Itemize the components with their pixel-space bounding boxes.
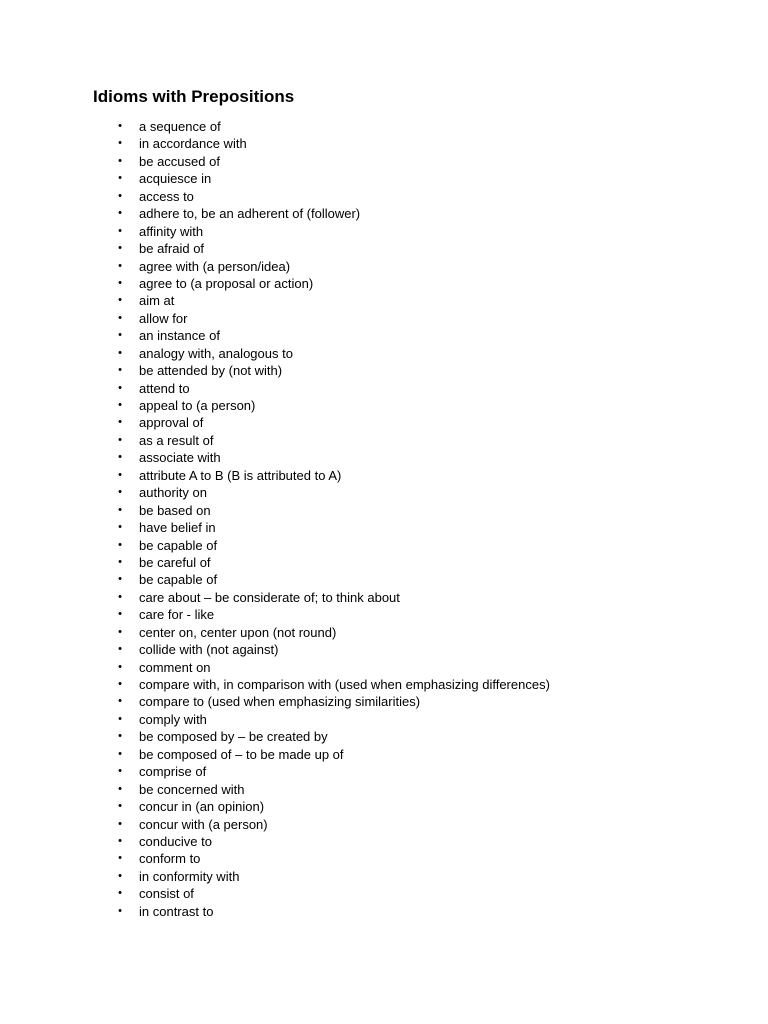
list-item [0, 537, 768, 554]
list-item-text: be afraid of [139, 241, 205, 257]
list-item [0, 624, 768, 641]
list-item [0, 484, 768, 501]
bullet-icon: • [118, 433, 122, 446]
bullet-icon: • [118, 364, 122, 377]
bullet-icon: • [118, 573, 122, 586]
list-item [0, 816, 768, 833]
list-item-text: concur in (an opinion) [139, 799, 265, 815]
list-item-text: in contrast to [139, 903, 214, 919]
bullet-icon: • [118, 765, 122, 778]
bullet-icon: • [118, 730, 122, 743]
bullet-icon: • [118, 346, 122, 359]
list-item [0, 170, 768, 187]
list-item-text: adhere to, be an adherent of (follower) [139, 206, 361, 222]
bullet-icon: • [118, 311, 122, 324]
list-item [0, 833, 768, 850]
bullet-icon: • [118, 834, 122, 847]
list-item-text: be capable of [139, 572, 218, 588]
list-item-text: attend to [139, 380, 190, 396]
list-item-text: access to [139, 188, 194, 204]
list-item [0, 240, 768, 257]
bullet-icon: • [118, 800, 122, 813]
list-item-text: comprise of [139, 764, 207, 780]
list-item [0, 903, 768, 920]
list-item [0, 502, 768, 519]
list-item [0, 414, 768, 431]
bullet-icon: • [118, 625, 122, 638]
list-item-text: acquiesce in [139, 171, 212, 187]
list-item-text: conducive to [139, 833, 212, 849]
list-item [0, 275, 768, 292]
list-item-text: be based on [139, 502, 211, 518]
bullet-icon: • [118, 747, 122, 760]
list-item [0, 711, 768, 728]
list-item [0, 693, 768, 710]
bullet-icon: • [118, 468, 122, 481]
page-title: Idioms with Prepositions [93, 87, 295, 106]
list-item-text: as a result of [139, 432, 214, 448]
bullet-icon: • [118, 137, 122, 150]
list-item [0, 362, 768, 379]
list-item [0, 135, 768, 152]
bullet-icon: • [118, 399, 122, 411]
list-item [0, 763, 768, 780]
list-item [0, 885, 768, 902]
list-item-text: be capable of [139, 537, 218, 553]
list-item [0, 188, 768, 205]
bullet-icon: • [118, 521, 122, 534]
list-item [0, 641, 768, 658]
list-item-text: compare with, in comparison with (used when emphasizing differences) [139, 677, 550, 692]
bullet-icon: • [118, 451, 122, 464]
list-item-text: care for - like [139, 607, 215, 623]
list-item [0, 345, 768, 362]
list-item-text: aim at [139, 293, 175, 309]
bullet-icon: • [118, 207, 122, 220]
bullet-icon: • [118, 695, 122, 708]
list-item-text: care about – be considerate of; to think about [139, 589, 400, 605]
list-item-text: agree with (a person/idea) [139, 258, 291, 274]
list-item [0, 380, 768, 397]
bullet-icon: • [118, 259, 122, 272]
list-item-text: center on, center upon (not round) [139, 624, 337, 640]
list-item [0, 432, 768, 449]
list-item-text: be attended by (not with) [139, 363, 283, 379]
bullet-icon: • [118, 538, 122, 551]
bullet-icon: • [118, 154, 122, 167]
list-item [0, 397, 768, 414]
list-item [0, 868, 768, 885]
list-item [0, 258, 768, 275]
list-item-text: concur with (a person) [139, 816, 268, 832]
bullet-icon: • [118, 904, 122, 917]
list-item-text: appeal to (a person) [139, 398, 256, 413]
list-item-text: associate with [139, 450, 221, 466]
list-item [0, 205, 768, 222]
list-item [0, 589, 768, 606]
bullet-icon: • [118, 189, 122, 202]
list-item-text: conform to [139, 851, 201, 867]
bullet-icon: • [118, 294, 122, 307]
bullet-icon: • [118, 486, 122, 499]
bullet-icon: • [118, 555, 122, 568]
list-item [0, 310, 768, 327]
list-item-text: compare to (used when emphasizing similarities) [139, 694, 421, 710]
bullet-icon: • [118, 852, 122, 865]
list-item [0, 676, 768, 693]
list-item [0, 781, 768, 798]
list-item-text: in accordance with [139, 136, 247, 152]
list-item-text: be composed of – to be made up of [139, 746, 344, 762]
idiom-list [0, 118, 768, 920]
list-item-text: be accused of [139, 153, 220, 169]
bullet-icon: • [118, 503, 122, 516]
list-item-text: allow for [139, 310, 188, 326]
list-item-text: agree to (a proposal or action) [139, 275, 314, 291]
list-item [0, 519, 768, 536]
bullet-icon: • [118, 172, 122, 185]
list-item [0, 554, 768, 571]
list-item-text: consist of [139, 886, 194, 902]
bullet-icon: • [118, 120, 122, 132]
bullet-icon: • [118, 643, 122, 656]
list-item-text: have belief in [139, 520, 216, 536]
list-item [0, 606, 768, 623]
bullet-icon: • [118, 416, 122, 429]
bullet-icon: • [118, 712, 122, 725]
list-item-text: analogy with, analogous to [139, 345, 293, 361]
list-item-text: attribute A to B (B is attributed to A) [139, 467, 342, 483]
list-item [0, 449, 768, 466]
list-item [0, 292, 768, 309]
bullet-icon: • [118, 242, 122, 255]
bullet-icon: • [118, 660, 122, 673]
list-item-text: be careful of [139, 554, 211, 570]
list-item-text: approval of [139, 415, 204, 431]
list-item-text: in conformity with [139, 868, 240, 884]
bullet-icon: • [118, 782, 122, 795]
list-item-text: an instance of [139, 328, 220, 344]
list-item [0, 118, 768, 135]
bullet-icon: • [118, 276, 122, 289]
list-item [0, 571, 768, 588]
list-item-text: comply with [139, 711, 207, 727]
list-item [0, 327, 768, 344]
list-item [0, 467, 768, 484]
list-item-text: affinity with [139, 223, 204, 239]
list-item [0, 850, 768, 867]
bullet-icon: • [118, 817, 122, 830]
bullet-icon: • [118, 869, 122, 882]
list-item-text: authority on [139, 485, 207, 501]
bullet-icon: • [118, 887, 122, 900]
list-item [0, 746, 768, 763]
list-item-text: be concerned with [139, 781, 245, 797]
list-item [0, 798, 768, 815]
bullet-icon: • [118, 608, 122, 621]
bullet-icon: • [118, 329, 122, 342]
bullet-icon: • [118, 224, 122, 237]
list-item-text: a sequence of [139, 119, 221, 134]
list-item [0, 153, 768, 170]
bullet-icon: • [118, 381, 122, 394]
list-item-text: be composed by – be created by [139, 729, 328, 745]
bullet-icon: • [118, 678, 122, 690]
list-item-text: comment on [139, 659, 211, 675]
list-item [0, 223, 768, 240]
list-item [0, 659, 768, 676]
bullet-icon: • [118, 590, 122, 603]
list-item [0, 728, 768, 745]
list-item-text: collide with (not against) [139, 642, 279, 658]
